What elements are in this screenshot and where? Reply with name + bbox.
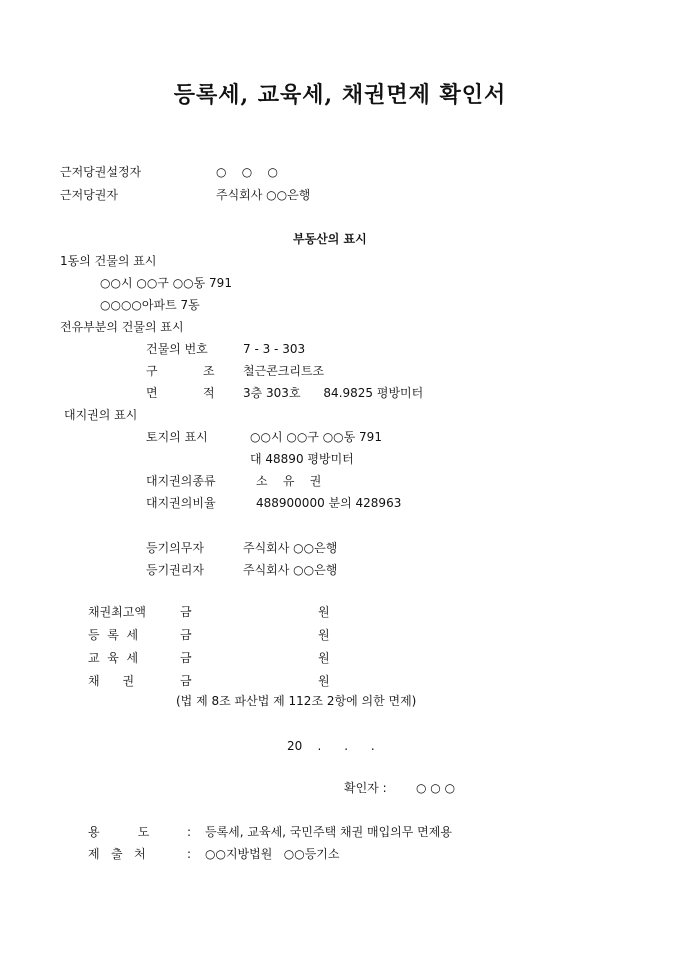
amount-suffix-education-tax: 원 [318,651,330,665]
confirmer-value: ○ ○ ○ [416,781,456,795]
amount-suffix-registration-tax: 원 [318,628,330,642]
obligor-label: 등기의무자 [146,541,204,555]
right-ratio-label: 대지권의비율 [146,496,216,510]
property-heading: 부동산의 표시 [293,232,367,246]
land-address: ○○시 ○○구 ○○동 791 [250,430,382,444]
amount-prefix-education-tax: 금 [180,651,192,665]
building-number-label: 건물의 번호 [146,342,208,356]
structure-label-2: 조 [203,364,215,378]
right-holder-value: 주식회사 ○○은행 [243,563,338,577]
land-label: 토지의 표시 [146,430,208,444]
area-label-1: 면 [146,386,158,400]
legal-basis-note: (법 제 8조 파산법 제 112조 2항에 의한 면제) [176,694,417,708]
area-label-2: 적 [203,386,215,400]
mortgage-holder-value: 주식회사 ○○은행 [216,188,311,202]
amount-suffix-max-claim: 원 [318,605,330,619]
amount-label-education-tax: 교 육 세 [88,651,139,665]
right-holder-label: 등기권리자 [146,563,204,577]
structure-value: 철근콘크리트조 [243,364,325,378]
submit-to-colon: : [187,847,192,861]
obligor-value: 주식회사 ○○은행 [243,541,338,555]
building-number-value: 7 - 3 - 303 [243,342,306,356]
building-address: ○○시 ○○구 ○○동 791 [100,276,232,290]
usage-colon: : [187,825,192,839]
submit-to-label: 제 출 처 [88,847,146,861]
submit-to-value: ○○지방법원 ○○등기소 [205,847,340,861]
building-name: ○○○○아파트 7동 [100,298,200,312]
right-type-label: 대지권의종류 [146,474,216,488]
right-ratio-value: 488900000 분의 428963 [256,496,402,510]
mortgage-setter-label: 근저당권설정자 [60,165,142,179]
amount-label-max-claim: 채권최고액 [88,605,146,619]
amount-prefix-bond: 금 [180,674,192,688]
land-area: 대 48890 평방미터 [250,452,354,466]
amount-prefix-registration-tax: 금 [180,628,192,642]
issue-date: 20 . . . [287,739,375,753]
structure-label-1: 구 [146,364,158,378]
amount-suffix-bond: 원 [318,674,330,688]
document-title: 등록세, 교육세, 채권면제 확인서 [173,82,507,108]
amount-prefix-max-claim: 금 [180,605,192,619]
amount-label-bond: 채 권 [88,674,135,688]
area-value: 3층 303호 84.9825 평방미터 [243,386,424,400]
land-right-label: 대지권의 표시 [64,408,138,422]
exclusive-part-label: 전유부분의 건물의 표시 [60,320,184,334]
usage-label: 용 도 [88,825,150,839]
mortgage-holder-label: 근저당권자 [60,188,118,202]
confirmer-label: 확인자 : [344,781,387,795]
building-label: 1동의 건물의 표시 [60,254,157,268]
right-type-value: 소 유 권 [256,474,322,488]
mortgage-setter-value: ○ ○ ○ [216,165,278,179]
amount-label-registration-tax: 등 록 세 [88,628,139,642]
usage-value: 등록세, 교육세, 국민주택 채권 매입의무 면제용 [205,825,452,839]
